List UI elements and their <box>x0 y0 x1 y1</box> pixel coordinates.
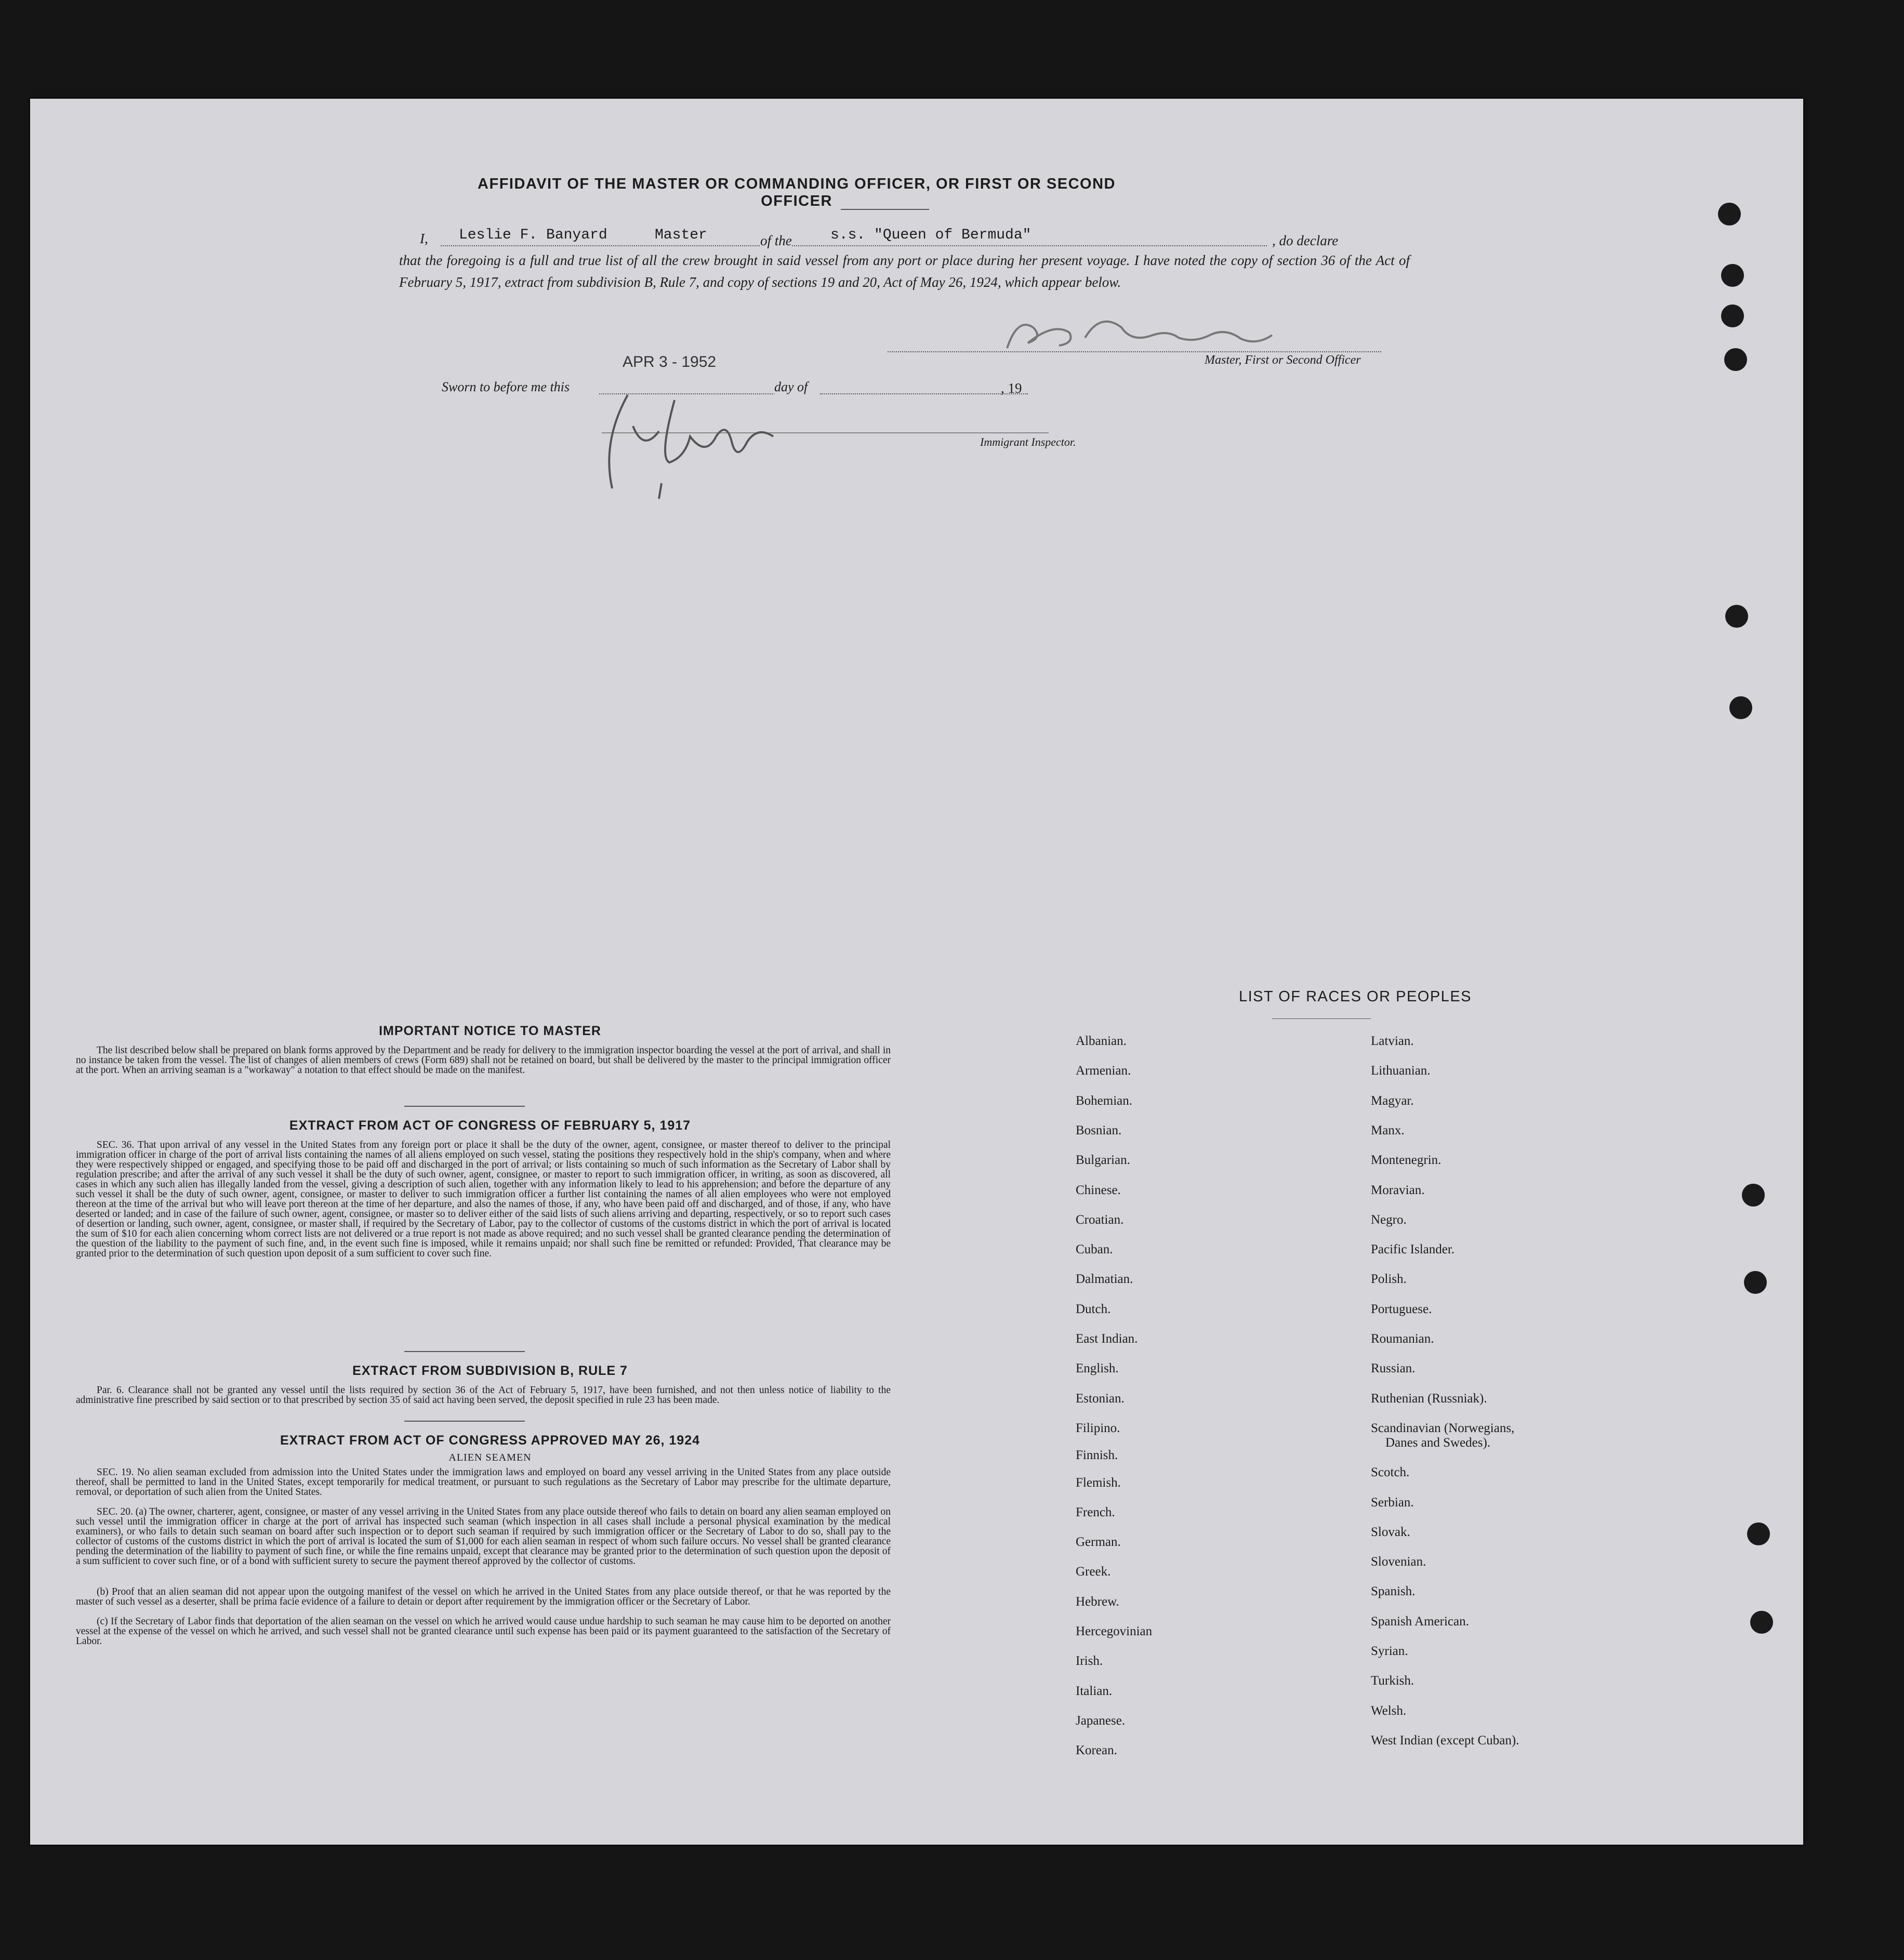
month-line <box>820 393 1028 394</box>
punch-hole <box>1725 605 1748 628</box>
affidavit-i: I, <box>420 231 428 246</box>
race-item: Hercegovinian <box>1076 1624 1153 1638</box>
punch-hole <box>1742 1184 1765 1207</box>
punch-hole <box>1724 348 1747 371</box>
race-item: Finnish. <box>1076 1448 1118 1463</box>
race-item: Montenegrin. <box>1371 1153 1442 1168</box>
race-item: English. <box>1076 1361 1119 1376</box>
race-item: Lithuanian. <box>1371 1064 1431 1078</box>
race-item: Scotch. <box>1371 1465 1410 1480</box>
race-item: Italian. <box>1076 1684 1113 1698</box>
race-item: Hebrew. <box>1076 1594 1119 1609</box>
race-item: Bulgarian. <box>1076 1153 1130 1168</box>
races-heading: LIST OF RACES OR PEOPLES <box>1238 988 1472 1005</box>
race-item: Flemish. <box>1076 1475 1121 1490</box>
race-item: Spanish. <box>1371 1584 1416 1599</box>
paragraph-6-text: Par. 6. Clearance shall not be granted any vessel until the lists required by section 36 of the Act of February 5, 1917, have been furnished, and not then unless notice of liability to the administrative fine prescribed by said section or to that prescribed by section 35 of said act having been served, the deposit specified in rule 23 has been made. <box>76 1385 891 1406</box>
race-item: Polish. <box>1371 1272 1407 1287</box>
section-20b-text: (b) Proof that an alien seaman did not appear upon the outgoing manifest of the vessel on which he arrived in the United States from any place outside thereof, or that he was reported by the master of such vessel as a deserter, shall be prima facie evidence of a failure to detain or deport after requirement by the immigration officer or the Secretary of Labor. <box>76 1586 891 1607</box>
punch-hole <box>1729 696 1752 719</box>
punch-hole <box>1718 203 1741 226</box>
race-item: Turkish. <box>1371 1674 1414 1688</box>
divider <box>404 1106 525 1107</box>
extract-1924-heading: EXTRACT FROM ACT OF CONGRESS APPROVED MAY 26, 1924 <box>280 1433 700 1448</box>
punch-hole <box>1721 304 1744 327</box>
sworn-label: Sworn to before me this <box>442 379 570 394</box>
do-declare-label: , do declare <box>1272 233 1339 248</box>
race-item: German. <box>1076 1535 1121 1550</box>
section-20a-text: SEC. 20. (a) The owner, charterer, agent, consignee, or master of any vessel arriving in the United States from any place outside thereof who fails to detain on board any alien seaman employed on such vessel until the immigration officer in charge at the port of arrival has inspected such seaman (which inspection in all cases shall include a personal physical examination by the medical examiners), or who fails to detain such seaman on board after such inspection or to deport such seaman if required by such immigration officer or the Secretary of Labor to do so, shall pay to the collector of customs of the customs district in which the port of arrival is located the sum of $1,000 for each alien seaman in respect of whom such failure occurs. No vessel shall be granted clearance pending the determination of the liability to payment of such fine, or while the fine remains unpaid, except that clearance may be granted prior to the determination of such question upon the deposit of a sum sufficient to cover such fine, or of a bond with sufficient surety to secure the payment thereof approved by the collector of customs. <box>76 1506 891 1567</box>
race-item: Portuguese. <box>1371 1302 1432 1316</box>
race-item: Moravian. <box>1371 1183 1425 1197</box>
race-item: Ruthenian (Russniak). <box>1371 1391 1487 1406</box>
section-36-text: SEC. 36. That upon arrival of any vessel in the United States from any foreign port or place it shall be the duty of the owner, agent, consignee, or master thereof to deliver to the principal immigration officer in charge of the port of arrival lists containing the names of all aliens employed on such vessel, stating the positions they respectively hold in the ship's company, when and where they were respectively shipped or engaged, and specifying those to be paid off and discharged in the port of arrival; or lists containing so much of such information as the Secretary of Labor shall by regulation prescribe; and after the arrival of any such vessel it shall be the duty of such owner, agent, consignee, or master to report to such immigration officer, in writing, as soon as discovered, all cases in which any such alien has illegally landed from the vessel, giving a description of such alien, together with any information likely to lead to his apprehension; and before the departure of any such vessel it shall be the duty of such owner, agent, consignee, or master to deliver to such immigration officer a further list containing the names of all alien employees who were not employed thereon at the time of the arrival but who will leave port thereon at the time of her departure, and also the names of those, if any, who have been paid off and discharged, and of those, if any, who have deserted or landed; and in case of the failure of such owner, agent, consignee, or master so to deliver either of the said lists of such aliens arriving and departing, respectively, or so to report such cases of desertion or landing, such owner, agent, consignee, or master shall, if required by the Secretary of Labor, pay to the collector of customs of the customs district in which the port of arrival is located the sum of $10 for each alien concerning whom correct lists are not delivered or a true report is not made as above required; and no such vessel shall be granted clearance pending the determination of the question of the liability to the payment of such fine, and, in the event such fine is imposed, while it remains unpaid; nor shall such fine be remitted or refunded: Provided, That clearance may be granted prior to the determination of such question upon deposit of a sum sufficient to cover such fine. <box>76 1140 891 1259</box>
punch-hole <box>1747 1522 1770 1545</box>
vessel-name: s.s. "Queen of Bermuda" <box>830 227 1032 243</box>
title-divider <box>841 209 929 210</box>
race-item: Latvian. <box>1371 1034 1414 1048</box>
race-item: Welsh. <box>1371 1703 1407 1718</box>
punch-hole <box>1744 1271 1767 1294</box>
race-item: Slovak. <box>1371 1525 1410 1539</box>
divider <box>404 1351 525 1352</box>
notice-heading: IMPORTANT NOTICE TO MASTER <box>379 1024 601 1038</box>
affidavit-first-line <box>399 228 1418 251</box>
master-rank: Master <box>655 227 707 243</box>
affidavit-body: that the foregoing is a full and true list of all the crew brought in said vessel from any port or place during her present voyage. I have noted the copy of section 36 of the Act of February 5, 1917, extract from subdivision B, Rule 7, and copy of sections 19 and 20, Act of May 26, 1924, which appear below. <box>399 253 1410 290</box>
year-prefix: , 19 <box>1001 380 1022 396</box>
race-item: Estonian. <box>1076 1391 1125 1406</box>
affidavit-title: AFFIDAVIT OF THE MASTER OR COMMANDING OFFICER, OR FIRST OR SECOND OFFICER <box>478 176 1116 209</box>
race-item: West Indian (except Cuban). <box>1371 1733 1519 1747</box>
inspector-signature <box>571 379 789 499</box>
race-item: Dutch. <box>1076 1302 1111 1316</box>
race-item: Manx. <box>1371 1123 1405 1137</box>
race-item: Irish. <box>1076 1654 1103 1668</box>
race-item: Spanish American. <box>1371 1614 1469 1628</box>
race-item: Croatian. <box>1076 1212 1124 1227</box>
master-caption: Master, First or Second Officer <box>1205 353 1361 367</box>
inspector-caption: Immigrant Inspector. <box>980 435 1076 448</box>
race-item: Bohemian. <box>1076 1093 1133 1108</box>
race-item: Bosnian. <box>1076 1123 1122 1137</box>
race-item: Magyar. <box>1371 1093 1414 1108</box>
race-item: Scandinavian (Norwegians, <box>1371 1421 1515 1435</box>
race-item: Cuban. <box>1076 1242 1113 1257</box>
subdivision-heading: EXTRACT FROM SUBDIVISION B, RULE 7 <box>352 1363 628 1378</box>
document-sheet <box>30 99 1803 1845</box>
race-item: French. <box>1076 1505 1115 1519</box>
section-19-text: SEC. 19. No alien seaman excluded from admission into the United States under the immigration laws and employed on board any vessel arriving in the United States from any place outside thereof, shall be permitted to land in the United States, except temporarily for medical treatment, or pursuant to such regulations as the Secretary of Labor may prescribe for the ultimate departure, removal, or deportation of such alien from the United States. <box>76 1467 891 1498</box>
race-item: Chinese. <box>1076 1183 1121 1197</box>
race-item: Filipino. <box>1076 1421 1120 1435</box>
race-item: Slovenian. <box>1371 1555 1426 1569</box>
divider <box>404 1421 525 1422</box>
received-date-stamp: APR 3 - 1952 <box>623 353 717 370</box>
race-item: East Indian. <box>1076 1332 1138 1346</box>
race-item: Negro. <box>1371 1212 1407 1227</box>
notice-text: The list described below shall be prepared on blank forms approved by the Department and be ready for delivery to the immigration inspector boarding the vessel at the port of arrival, and shall in no instance be taken from the vessel. The list of changes of alien members of crews (Form 689) shall not be retained on board, but shall be delivered by the master to the principal immigration officer at the port. When an arriving seaman is a "workaway" a notation to that effect should be made on the manifest. <box>76 1045 891 1076</box>
of-the-label: of the <box>760 230 792 251</box>
race-item: Pacific Islander. <box>1371 1242 1455 1257</box>
race-item: Albanian. <box>1076 1034 1127 1048</box>
race-item: Dalmatian. <box>1076 1272 1133 1287</box>
race-item: Danes and Swedes). <box>1385 1435 1491 1450</box>
punch-hole <box>1750 1611 1773 1634</box>
race-item: Syrian. <box>1371 1644 1408 1658</box>
divider <box>1272 1018 1371 1019</box>
punch-hole <box>1721 264 1744 287</box>
section-20c-text: (c) If the Secretary of Labor finds that deportation of the alien seaman on the vessel on which he arrived would cause undue hardship to such seaman he may cause him to be deported on another vessel at the expense of the vessel on which he arrived, and such vessel shall not be granted clearance until such expense has been paid or its payment guaranteed to the satisfaction of the Secretary of Labor. <box>76 1616 891 1647</box>
master-signature <box>997 307 1277 359</box>
extract-1917-heading: EXTRACT FROM ACT OF CONGRESS OF FEBRUARY 5, 1917 <box>289 1118 691 1133</box>
race-item: Russian. <box>1371 1361 1416 1376</box>
race-item: Roumanian. <box>1371 1332 1434 1346</box>
master-name: Leslie F. Banyard <box>459 227 607 243</box>
race-item: Japanese. <box>1076 1713 1126 1728</box>
alien-seamen-subheading: ALIEN SEAMEN <box>448 1452 532 1463</box>
race-item: Armenian. <box>1076 1064 1131 1078</box>
day-of-label: day of <box>774 379 808 394</box>
race-item: Korean. <box>1076 1743 1117 1758</box>
race-item: Serbian. <box>1371 1495 1414 1509</box>
race-item: Greek. <box>1076 1565 1111 1579</box>
